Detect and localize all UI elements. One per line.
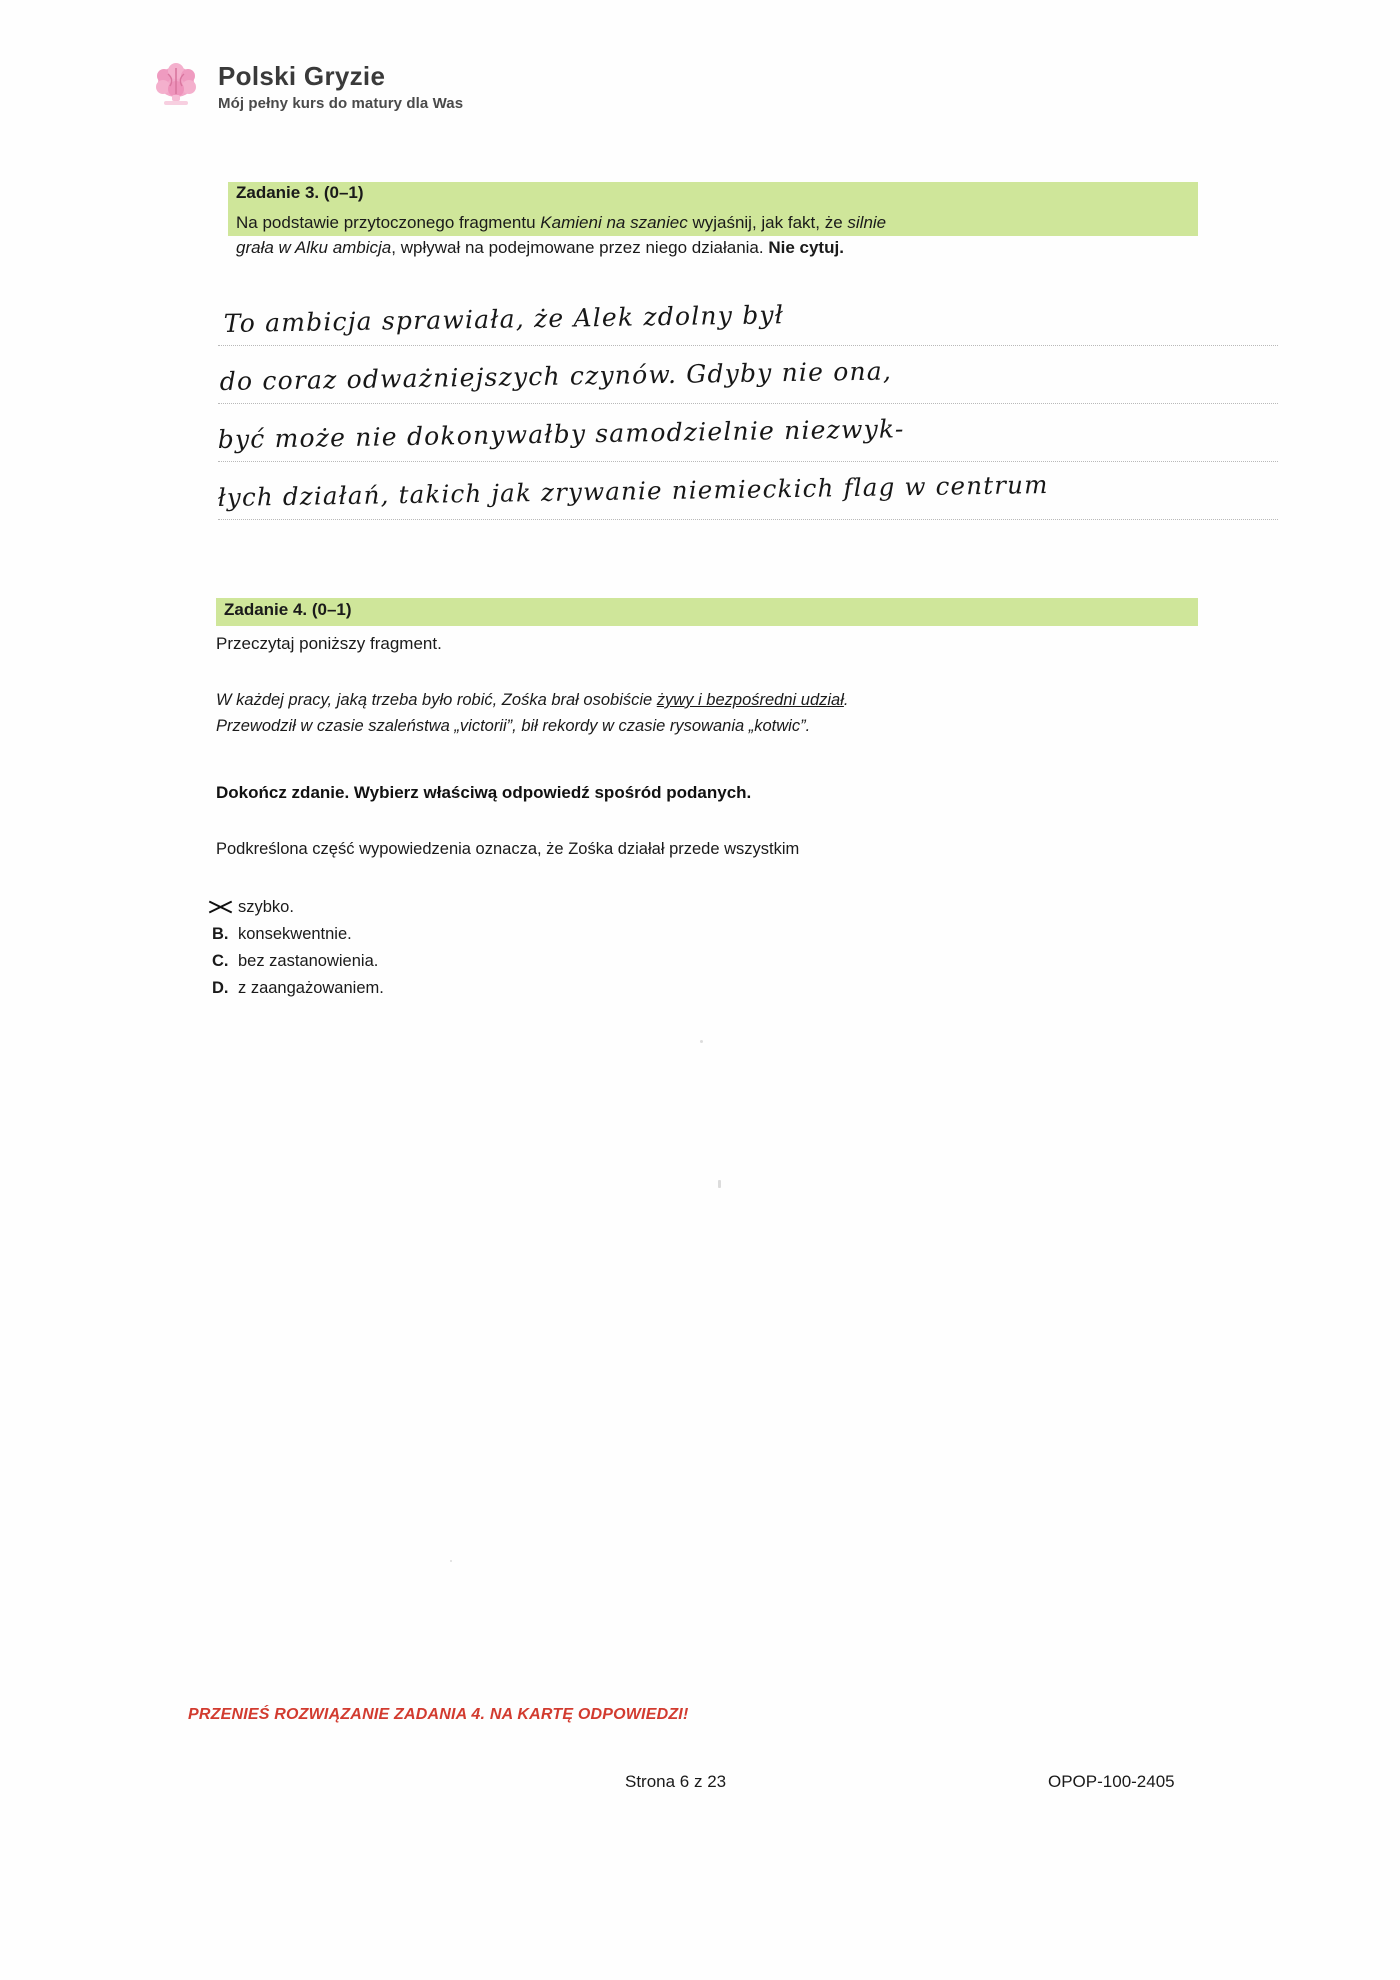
brand-text	[218, 60, 463, 113]
quote-underlined: żywy i bezpośredni udział	[656, 691, 844, 709]
option-c-label: bez zastanowienia.	[238, 952, 379, 970]
task4-instruction: Dokończ zdanie. Wybierz właściwą odpowiedź spośród podanych.	[216, 783, 752, 802]
scan-speck	[718, 1180, 721, 1188]
option-a[interactable]	[212, 898, 384, 925]
task3-heading-band	[228, 182, 1198, 209]
option-b-label: konsekwentnie.	[238, 925, 352, 943]
answer-rule	[218, 461, 1278, 462]
quote-part2: .	[843, 691, 849, 709]
answer-rule	[218, 403, 1278, 404]
brain-icon	[148, 58, 204, 114]
handwritten-line: być może nie dokonywałby samodzielnie niezwyk-	[217, 414, 905, 454]
scan-speck	[450, 1560, 452, 1562]
brand-header	[148, 58, 463, 114]
answer-rule	[218, 519, 1278, 520]
task3-prompt-part1: Na podstawie przytoczonego fragmentu	[236, 213, 541, 232]
task4-intro: Przeczytaj poniższy fragment.	[216, 634, 442, 653]
task4-heading: Zadanie 4. (0–1)	[224, 600, 352, 619]
task3-prompt-emph2: grała w Alku ambicja	[236, 237, 392, 257]
option-c-letter: C.	[212, 952, 229, 970]
option-b-letter: B.	[212, 925, 229, 943]
task4-quote	[216, 688, 1216, 739]
task4-heading-band	[216, 598, 1198, 626]
brand-title: Polski Gryzie	[218, 60, 386, 91]
task3-heading: Zadanie 3. (0–1)	[236, 183, 364, 202]
option-b[interactable]	[212, 925, 384, 952]
option-a-letter	[212, 898, 229, 917]
quote-part1: W każdej pracy, jaką trzeba było robić, Zośka brał osobiście	[216, 691, 657, 709]
task3-prompt-bold: Nie cytuj.	[768, 237, 844, 257]
option-d-label: z zaangażowaniem.	[238, 979, 384, 997]
transfer-answer-note: PRZENIEŚ ROZWIĄZANIE ZADANIA 4. NA KARTĘ ODPOWIEDZI!	[188, 1706, 689, 1723]
task3-prompt-title: Kamieni na szaniec	[540, 213, 688, 232]
scan-speck	[700, 1040, 703, 1043]
task3-prompt-emph1: silnie	[847, 213, 887, 232]
handwritten-line: do coraz odważniejszych czynów. Gdyby nie ona,	[219, 356, 893, 396]
option-a-label: szybko.	[238, 898, 294, 916]
quote-line2: Przewodził w czasie szaleństwa „victorii”, bił rekordy w czasie rysowania „kotwic”.	[216, 716, 811, 735]
option-d[interactable]	[212, 979, 384, 1006]
document-code: OPOP-100-2405	[1048, 1772, 1175, 1791]
page-number: Strona 6 z 23	[625, 1772, 727, 1791]
task3-answer-area[interactable]	[217, 300, 1278, 512]
option-d-letter: D.	[212, 979, 229, 997]
task4-options-list	[212, 898, 384, 1006]
brand-subtitle: Mój pełny kurs do matury dla Was	[218, 95, 464, 113]
handwritten-line: To ambicja sprawiała, że Alek zdolny był	[223, 300, 785, 338]
task3-prompt	[236, 211, 1216, 260]
task3-prompt-part2: wyjaśnij, jak fakt, że	[687, 213, 848, 232]
task3-prompt-part3: , wpływał na podejmowane przez niego działania.	[391, 237, 769, 257]
option-c[interactable]	[212, 952, 384, 979]
answer-rule	[218, 345, 1278, 346]
handwritten-line: łych działań, takich jak zrywanie niemieckich flag w centrum	[217, 469, 1049, 512]
task4-stem: Podkreślona część wypowiedzenia oznacza, że Zośka działał przede wszystkim	[216, 840, 800, 858]
